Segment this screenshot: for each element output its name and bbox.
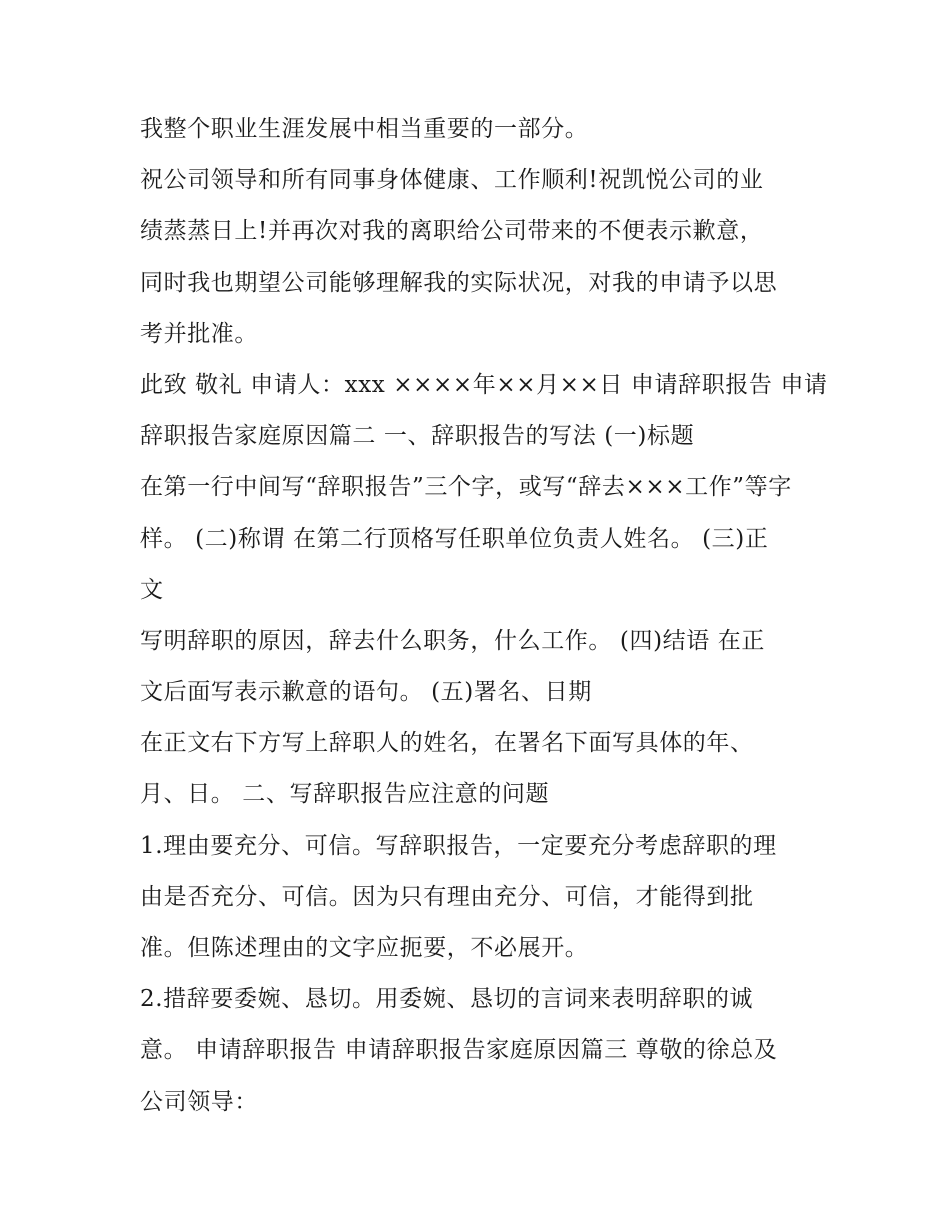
text-line: 文 bbox=[140, 576, 164, 603]
text-line: 文后面写表示歉意的语句。 (五)署名、日期 bbox=[140, 679, 592, 706]
text-line: 1.理由要充分、可信。写辞职报告，一定要充分考虑辞职的理 bbox=[140, 832, 777, 859]
text-line: 月、日。 二、写辞职报告应注意的问题 bbox=[140, 781, 550, 808]
text-line: 在正文右下方写上辞职人的姓名，在署名下面写具体的年、 bbox=[140, 730, 754, 757]
text-line: 意。 申请辞职报告 申请辞职报告家庭原因篇三 尊敬的徐总及 bbox=[140, 1037, 778, 1064]
text-line: 2.措辞要委婉、恳切。用委婉、恳切的言词来表明辞职的诚 bbox=[140, 986, 754, 1013]
text-line: 我整个职业生涯发展中相当重要的一部分。 bbox=[140, 116, 589, 142]
text-line: 同时我也期望公司能够理解我的实际状况，对我的申请予以思 bbox=[140, 269, 778, 296]
text-line: 写明辞职的原因，辞去什么职务，什么工作。 (四)结语 在正 bbox=[140, 627, 765, 654]
text-line: 考并批准。 bbox=[140, 320, 258, 347]
text-line: 样。 (二)称谓 在第二行顶格写任职单位负责人姓名。 (三)正 bbox=[140, 525, 769, 552]
text-line: 由是否充分、可信。因为只有理由充分、可信，才能得到批 bbox=[140, 883, 754, 910]
text-line: 辞职报告家庭原因篇二 一、辞职报告的写法 (一)标题 bbox=[140, 423, 695, 450]
text-line: 祝公司领导和所有同事身体健康、工作顺利!祝凯悦公司的业 bbox=[140, 167, 764, 194]
document-body bbox=[140, 104, 828, 1128]
text-line: 公司领导： bbox=[140, 1088, 258, 1115]
text-line: 绩蒸蒸日上!并再次对我的离职给公司带来的不便表示歉意， bbox=[140, 218, 764, 245]
text-line: 准。但陈述理由的文字应扼要，不必展开。 bbox=[140, 935, 589, 961]
text-line: 在第一行中间写“辞职报告”三个字，或写“辞去×××工作”等字 bbox=[140, 474, 792, 501]
text-line: 此致 敬礼 申请人：xxx ××××年××月××日 申请辞职报告 申请 bbox=[140, 371, 828, 398]
